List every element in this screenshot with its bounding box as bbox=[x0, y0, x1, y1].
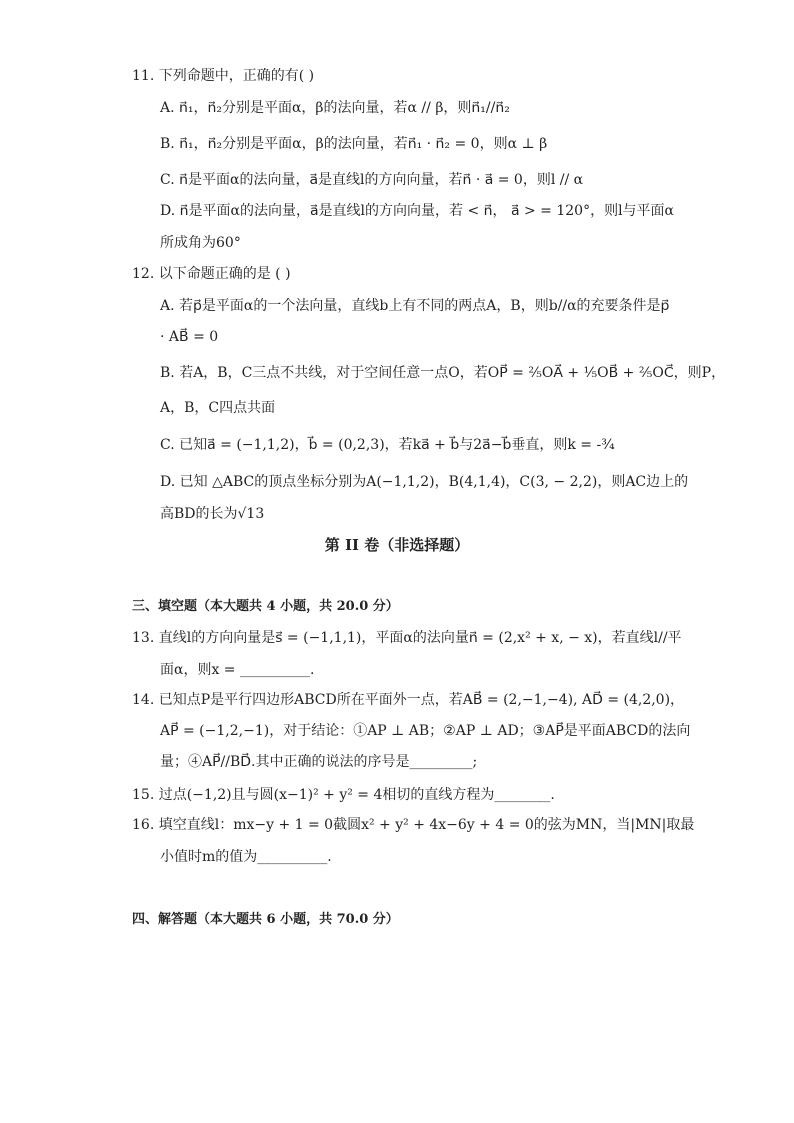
section-4-header: 四、解答题（本大题共 6 小题，共 70.0 分） bbox=[132, 912, 399, 927]
q12-option-c: C. 已知a⃗ = (−1,1,2)，b⃗ = (0,2,3)，若ka⃗ + b⃗与2a⃗−b⃗垂直，则k = -³⁄₄ bbox=[160, 437, 615, 453]
q15-line1: 15. 过点(−1,2)且与圆(x−1)² + y² = 4相切的直线方程为________. bbox=[132, 787, 555, 803]
q14-line2: AP⃗ = (−1,2,−1)，对于结论：①AP ⊥ AB；②AP ⊥ AD；③AP⃗是平面ABCD的法向 bbox=[160, 723, 691, 739]
q11-option-d-line2: 所成角为60° bbox=[160, 235, 241, 251]
q11-option-c: C. n⃗是平面α的法向量，a⃗是直线l的方向向量，若n⃗ · a⃗ = 0，则l // α bbox=[160, 172, 584, 188]
part2-title: 第 II 卷（非选择题） bbox=[324, 536, 470, 554]
q12-option-a-line1: A. 若p⃗是平面α的一个法向量，直线b上有不同的两点A，B，则b//α的充要条件是p⃗ bbox=[160, 298, 670, 314]
q13-line1: 13. 直线l的方向向量是s⃗ = (−1,1,1)，平面α的法向量n⃗ = (2,x² + x, − x)，若直线l//平 bbox=[132, 630, 682, 646]
section-3-header: 三、填空题（本大题共 4 小题，共 20.0 分） bbox=[132, 599, 399, 614]
q14-line3: 量；④AP⃗//BD⃗.其中正确的说法的序号是_________; bbox=[160, 754, 478, 770]
q11-option-b: B. n⃗₁，n⃗₂分别是平面α，β的法向量，若n⃗₁ · n⃗₂ = 0，则α ⊥ β bbox=[160, 136, 548, 152]
q11-option-d-line1: D. n⃗是平面α的法向量，a⃗是直线l的方向向量，若 < n⃗， a⃗ > = 120°，则l与平面α bbox=[160, 203, 675, 219]
q16-line2: 小值时m的值为__________. bbox=[160, 849, 332, 865]
q16-line1: 16. 填空直线l：mx−y + 1 = 0截圆x² + y² + 4x−6y + 4 = 0的弦为MN，当|MN|取最 bbox=[132, 817, 695, 833]
q12-option-d-line2: 高BD的长为√13 bbox=[160, 506, 265, 522]
q14-line1: 14. 已知点P是平行四边形ABCD所在平面外一点，若AB⃗ = (2,−1,−4), AD⃗ = (4,2,0)， bbox=[132, 692, 685, 708]
q11-stem: 11. 下列命题中，正确的有( ) bbox=[132, 68, 315, 84]
q13-line2: 面α，则x = __________. bbox=[160, 662, 315, 678]
q11-option-a: A. n⃗₁，n⃗₂分别是平面α，β的法向量，若α // β，则n⃗₁//n⃗₂ bbox=[160, 100, 510, 116]
q12-option-b-line2: A，B，C四点共面 bbox=[160, 400, 276, 416]
q12-stem: 12. 以下命题正确的是 ( ) bbox=[132, 266, 291, 282]
q12-option-a-line2: · AB⃗ = 0 bbox=[160, 329, 219, 345]
q12-option-b-line1: B. 若A，B，C三点不共线，对于空间任意一点O，若OP⃗ = ²⁄₅OA⃗ + ¹⁄₅OB⃗ + ²⁄₅OC⃗，则P， bbox=[160, 365, 726, 381]
q12-option-d-line1: D. 已知 △ABC的顶点坐标分别为A(−1,1,2)，B(4,1,4)，C(3, − 2,2)，则AC边上的 bbox=[160, 474, 689, 490]
